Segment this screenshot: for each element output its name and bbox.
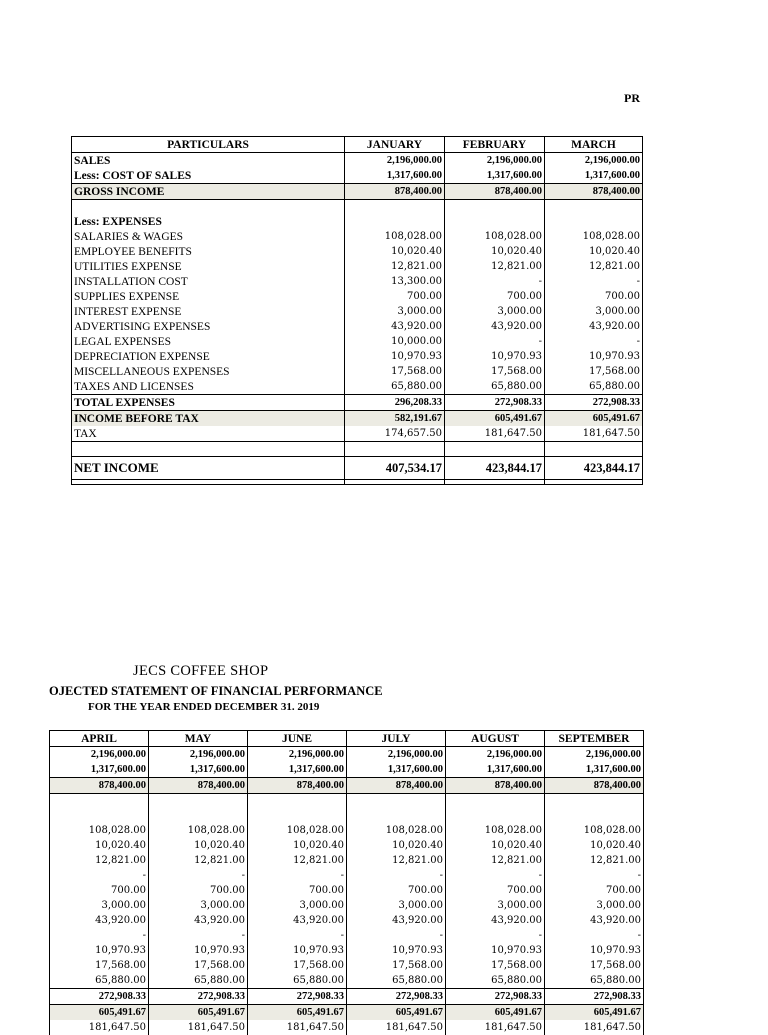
amount-cell: 12,821.00 <box>347 853 446 868</box>
amount-cell: 700.00 <box>347 883 446 898</box>
amount-cell: 43,920.00 <box>445 319 545 334</box>
table-row <box>50 778 644 794</box>
amount-cell: 181,647.50 <box>50 1020 149 1035</box>
amount-cell: 17,568.00 <box>50 958 149 973</box>
amount-cell: 878,400.00 <box>345 184 445 200</box>
amount-cell: 17,568.00 <box>347 958 446 973</box>
row-label: LEGAL EXPENSES <box>72 334 345 349</box>
amount-cell: - <box>50 928 149 943</box>
amount-cell: 1,317,600.00 <box>149 762 248 778</box>
amount-cell: 174,657.50 <box>345 426 445 442</box>
amount-cell: 3,000.00 <box>545 898 644 913</box>
amount-cell: 10,970.93 <box>248 943 347 958</box>
amount-cell <box>445 214 545 229</box>
amount-cell: 878,400.00 <box>149 778 248 794</box>
column-header: APRIL <box>50 731 149 747</box>
table-row <box>72 184 643 200</box>
amount-cell <box>545 200 643 215</box>
amount-cell: 65,880.00 <box>347 973 446 989</box>
row-label: INTEREST EXPENSE <box>72 304 345 319</box>
amount-cell: 296,208.33 <box>345 395 445 411</box>
amount-cell: 3,000.00 <box>347 898 446 913</box>
table-row <box>72 411 643 427</box>
amount-cell: 272,908.33 <box>545 989 644 1005</box>
amount-cell: 2,196,000.00 <box>545 747 644 763</box>
row-label: Less: EXPENSES <box>72 214 345 229</box>
amount-cell <box>347 808 446 823</box>
amount-cell: 108,028.00 <box>149 823 248 838</box>
amount-cell: 108,028.00 <box>347 823 446 838</box>
amount-cell: 878,400.00 <box>50 778 149 794</box>
row-label: INCOME BEFORE TAX <box>72 411 345 427</box>
amount-cell: 1,317,600.00 <box>50 762 149 778</box>
table-row <box>50 868 644 883</box>
table-row <box>50 898 644 913</box>
amount-cell: 43,920.00 <box>446 913 545 928</box>
amount-cell: 10,000.00 <box>345 334 445 349</box>
amount-cell: 700.00 <box>545 883 644 898</box>
amount-cell: 10,020.40 <box>50 838 149 853</box>
amount-cell: 43,920.00 <box>545 913 644 928</box>
column-header: JANUARY <box>345 137 445 153</box>
row-label: SALARIES & WAGES <box>72 229 345 244</box>
amount-cell: 108,028.00 <box>545 229 643 244</box>
amount-cell: 605,491.67 <box>445 411 545 427</box>
amount-cell: 12,821.00 <box>545 853 644 868</box>
amount-cell: 10,970.93 <box>545 349 643 364</box>
row-label <box>72 200 345 215</box>
table-row <box>50 913 644 928</box>
bottom-statement-table <box>49 730 644 1035</box>
amount-cell: 181,647.50 <box>545 1020 644 1035</box>
table-row <box>72 244 643 259</box>
table-footer-rule <box>72 480 643 485</box>
table-row <box>72 289 643 304</box>
amount-cell: 13,300.00 <box>345 274 445 289</box>
amount-cell: - <box>446 868 545 883</box>
amount-cell: 108,028.00 <box>248 823 347 838</box>
period-label: FOR THE YEAR ENDED DECEMBER 31. 2019 <box>88 701 320 713</box>
amount-cell: 43,920.00 <box>347 913 446 928</box>
amount-cell: 12,821.00 <box>50 853 149 868</box>
amount-cell: 181,647.50 <box>446 1020 545 1035</box>
row-label: NET INCOME <box>72 457 345 480</box>
amount-cell: 605,491.67 <box>545 1005 644 1021</box>
amount-cell: 65,880.00 <box>545 379 643 395</box>
amount-cell: 605,491.67 <box>347 1005 446 1021</box>
table-row <box>50 883 644 898</box>
statement-title: OJECTED STATEMENT OF FINANCIAL PERFORMANCE <box>49 684 383 698</box>
amount-cell: 43,920.00 <box>149 913 248 928</box>
amount-cell: 12,821.00 <box>248 853 347 868</box>
row-label: TAXES AND LICENSES <box>72 379 345 395</box>
amount-cell: - <box>545 868 644 883</box>
table-row <box>72 168 643 184</box>
amount-cell: 423,844.17 <box>545 457 643 480</box>
amount-cell <box>545 442 643 457</box>
table-row <box>72 259 643 274</box>
amount-cell <box>50 794 149 809</box>
amount-cell <box>149 808 248 823</box>
amount-cell: 108,028.00 <box>50 823 149 838</box>
row-label: MISCELLANEOUS EXPENSES <box>72 364 345 379</box>
column-header: JULY <box>347 731 446 747</box>
amount-cell: 10,020.40 <box>545 244 643 259</box>
amount-cell: 2,196,000.00 <box>347 747 446 763</box>
row-label: INSTALLATION COST <box>72 274 345 289</box>
amount-cell: 605,491.67 <box>149 1005 248 1021</box>
row-label: TAX <box>72 426 345 442</box>
amount-cell: - <box>149 928 248 943</box>
amount-cell <box>345 442 445 457</box>
amount-cell: 272,908.33 <box>446 989 545 1005</box>
amount-cell: - <box>446 928 545 943</box>
table-row <box>50 943 644 958</box>
amount-cell: 10,970.93 <box>347 943 446 958</box>
amount-cell <box>545 214 643 229</box>
amount-cell: 17,568.00 <box>445 364 545 379</box>
amount-cell: 1,317,600.00 <box>248 762 347 778</box>
amount-cell: 181,647.50 <box>445 426 545 442</box>
header-fragment: PR <box>624 91 640 105</box>
table-row <box>72 426 643 442</box>
amount-cell: 181,647.50 <box>149 1020 248 1035</box>
amount-cell: 878,400.00 <box>248 778 347 794</box>
amount-cell: 17,568.00 <box>545 958 644 973</box>
column-header: AUGUST <box>446 731 545 747</box>
amount-cell: 3,000.00 <box>50 898 149 913</box>
amount-cell <box>347 794 446 809</box>
row-label: Less: COST OF SALES <box>72 168 345 184</box>
amount-cell: 65,880.00 <box>149 973 248 989</box>
column-header: MARCH <box>545 137 643 153</box>
column-header: MAY <box>149 731 248 747</box>
amount-cell: 65,880.00 <box>345 379 445 395</box>
amount-cell: 700.00 <box>545 289 643 304</box>
amount-cell: 700.00 <box>345 289 445 304</box>
amount-cell <box>50 808 149 823</box>
table-row <box>50 853 644 868</box>
footer-cell <box>345 480 445 485</box>
amount-cell: 65,880.00 <box>446 973 545 989</box>
amount-cell: 17,568.00 <box>149 958 248 973</box>
amount-cell: 17,568.00 <box>248 958 347 973</box>
amount-cell: 582,191.67 <box>345 411 445 427</box>
amount-cell: - <box>445 274 545 289</box>
amount-cell: 12,821.00 <box>345 259 445 274</box>
amount-cell: - <box>545 274 643 289</box>
amount-cell: 2,196,000.00 <box>345 153 445 169</box>
amount-cell: 878,400.00 <box>445 184 545 200</box>
amount-cell: 878,400.00 <box>446 778 545 794</box>
amount-cell: 43,920.00 <box>50 913 149 928</box>
company-name: JECS COFFEE SHOP <box>133 663 269 679</box>
amount-cell: 2,196,000.00 <box>445 153 545 169</box>
row-label: SUPPLIES EXPENSE <box>72 289 345 304</box>
table-row <box>50 838 644 853</box>
footer-cell <box>545 480 643 485</box>
table-row <box>72 334 643 349</box>
amount-cell: - <box>347 868 446 883</box>
amount-cell: - <box>545 334 643 349</box>
amount-cell: 17,568.00 <box>345 364 445 379</box>
amount-cell <box>446 808 545 823</box>
amount-cell: 3,000.00 <box>149 898 248 913</box>
amount-cell: 700.00 <box>50 883 149 898</box>
amount-cell: 12,821.00 <box>445 259 545 274</box>
amount-cell: 10,970.93 <box>446 943 545 958</box>
amount-cell: 108,028.00 <box>445 229 545 244</box>
amount-cell: 181,647.50 <box>545 426 643 442</box>
table-row <box>50 823 644 838</box>
amount-cell: 1,317,600.00 <box>446 762 545 778</box>
table-row <box>50 1020 644 1035</box>
amount-cell: - <box>248 868 347 883</box>
amount-cell: 108,028.00 <box>446 823 545 838</box>
row-label <box>72 442 345 457</box>
amount-cell: 17,568.00 <box>545 364 643 379</box>
table-row <box>50 973 644 989</box>
amount-cell <box>445 200 545 215</box>
top-statement-table <box>71 136 643 485</box>
amount-cell: 1,317,600.00 <box>445 168 545 184</box>
amount-cell: 43,920.00 <box>248 913 347 928</box>
table-row <box>50 762 644 778</box>
table-row <box>50 808 644 823</box>
amount-cell: 43,920.00 <box>545 319 643 334</box>
amount-cell <box>248 808 347 823</box>
table-row <box>50 794 644 809</box>
amount-cell: 700.00 <box>149 883 248 898</box>
amount-cell: 65,880.00 <box>248 973 347 989</box>
amount-cell: 181,647.50 <box>347 1020 446 1035</box>
amount-cell <box>345 200 445 215</box>
amount-cell: - <box>149 868 248 883</box>
row-label: GROSS INCOME <box>72 184 345 200</box>
amount-cell: 65,880.00 <box>50 973 149 989</box>
amount-cell: 272,908.33 <box>50 989 149 1005</box>
table-row <box>50 747 644 763</box>
amount-cell: 878,400.00 <box>545 184 643 200</box>
amount-cell: 10,970.93 <box>545 943 644 958</box>
row-label: SALES <box>72 153 345 169</box>
amount-cell: 108,028.00 <box>545 823 644 838</box>
row-label: TOTAL EXPENSES <box>72 395 345 411</box>
table-row <box>72 442 643 457</box>
table-row <box>72 457 643 480</box>
amount-cell: 1,317,600.00 <box>347 762 446 778</box>
footer-cell <box>445 480 545 485</box>
amount-cell: 272,908.33 <box>149 989 248 1005</box>
amount-cell: - <box>347 928 446 943</box>
amount-cell: 423,844.17 <box>445 457 545 480</box>
amount-cell: 272,908.33 <box>445 395 545 411</box>
row-label: DEPRECIATION EXPENSE <box>72 349 345 364</box>
amount-cell: 10,970.93 <box>445 349 545 364</box>
amount-cell: 605,491.67 <box>50 1005 149 1021</box>
amount-cell: 878,400.00 <box>347 778 446 794</box>
amount-cell: 2,196,000.00 <box>149 747 248 763</box>
amount-cell: 878,400.00 <box>545 778 644 794</box>
amount-cell <box>248 794 347 809</box>
amount-cell <box>545 808 644 823</box>
column-header: SEPTEMBER <box>545 731 644 747</box>
amount-cell: - <box>248 928 347 943</box>
row-label: EMPLOYEE BENEFITS <box>72 244 345 259</box>
amount-cell: 3,000.00 <box>446 898 545 913</box>
amount-cell: 2,196,000.00 <box>545 153 643 169</box>
amount-cell: - <box>445 334 545 349</box>
row-label: UTILITIES EXPENSE <box>72 259 345 274</box>
amount-cell: 272,908.33 <box>545 395 643 411</box>
table-row <box>72 379 643 395</box>
amount-cell: 10,970.93 <box>50 943 149 958</box>
table-header-row <box>72 137 643 153</box>
amount-cell: 1,317,600.00 <box>545 168 643 184</box>
amount-cell: 12,821.00 <box>545 259 643 274</box>
table-row <box>72 229 643 244</box>
table-row <box>72 200 643 215</box>
amount-cell: 10,020.40 <box>248 838 347 853</box>
column-header: FEBRUARY <box>445 137 545 153</box>
amount-cell: 181,647.50 <box>248 1020 347 1035</box>
amount-cell: 10,020.40 <box>446 838 545 853</box>
table-row <box>50 989 644 1005</box>
amount-cell: 108,028.00 <box>345 229 445 244</box>
amount-cell: 605,491.67 <box>446 1005 545 1021</box>
amount-cell: 10,970.93 <box>345 349 445 364</box>
table-row <box>72 153 643 169</box>
column-header: JUNE <box>248 731 347 747</box>
amount-cell: 272,908.33 <box>347 989 446 1005</box>
table-row <box>72 304 643 319</box>
amount-cell: 10,020.40 <box>445 244 545 259</box>
table-row <box>50 958 644 973</box>
amount-cell: 3,000.00 <box>445 304 545 319</box>
amount-cell: 43,920.00 <box>345 319 445 334</box>
amount-cell: 3,000.00 <box>345 304 445 319</box>
table-row <box>50 928 644 943</box>
amount-cell <box>446 794 545 809</box>
amount-cell: 2,196,000.00 <box>50 747 149 763</box>
table-row <box>72 274 643 289</box>
row-label: ADVERTISING EXPENSES <box>72 319 345 334</box>
amount-cell: - <box>545 928 644 943</box>
amount-cell: 2,196,000.00 <box>248 747 347 763</box>
table-row <box>72 395 643 411</box>
amount-cell: 605,491.67 <box>248 1005 347 1021</box>
amount-cell: 12,821.00 <box>446 853 545 868</box>
amount-cell <box>149 794 248 809</box>
amount-cell: 10,970.93 <box>149 943 248 958</box>
table-row <box>72 214 643 229</box>
amount-cell: 605,491.67 <box>545 411 643 427</box>
table-row <box>72 364 643 379</box>
amount-cell: 65,880.00 <box>445 379 545 395</box>
amount-cell: 3,000.00 <box>248 898 347 913</box>
amount-cell <box>345 214 445 229</box>
amount-cell: 10,020.40 <box>347 838 446 853</box>
amount-cell: 65,880.00 <box>545 973 644 989</box>
column-header: PARTICULARS <box>72 137 345 153</box>
table-header-row <box>50 731 644 747</box>
amount-cell <box>545 794 644 809</box>
amount-cell: 700.00 <box>446 883 545 898</box>
table-row <box>72 319 643 334</box>
amount-cell: 1,317,600.00 <box>345 168 445 184</box>
table-row <box>72 349 643 364</box>
amount-cell <box>445 442 545 457</box>
amount-cell: 1,317,600.00 <box>545 762 644 778</box>
amount-cell: 272,908.33 <box>248 989 347 1005</box>
amount-cell: 3,000.00 <box>545 304 643 319</box>
footer-cell <box>72 480 345 485</box>
amount-cell: 407,534.17 <box>345 457 445 480</box>
amount-cell: 700.00 <box>248 883 347 898</box>
amount-cell: 700.00 <box>445 289 545 304</box>
amount-cell: 10,020.40 <box>545 838 644 853</box>
amount-cell: - <box>50 868 149 883</box>
table-row <box>50 1005 644 1021</box>
amount-cell: 10,020.40 <box>149 838 248 853</box>
amount-cell: 2,196,000.00 <box>446 747 545 763</box>
amount-cell: 12,821.00 <box>149 853 248 868</box>
amount-cell: 10,020.40 <box>345 244 445 259</box>
amount-cell: 17,568.00 <box>446 958 545 973</box>
